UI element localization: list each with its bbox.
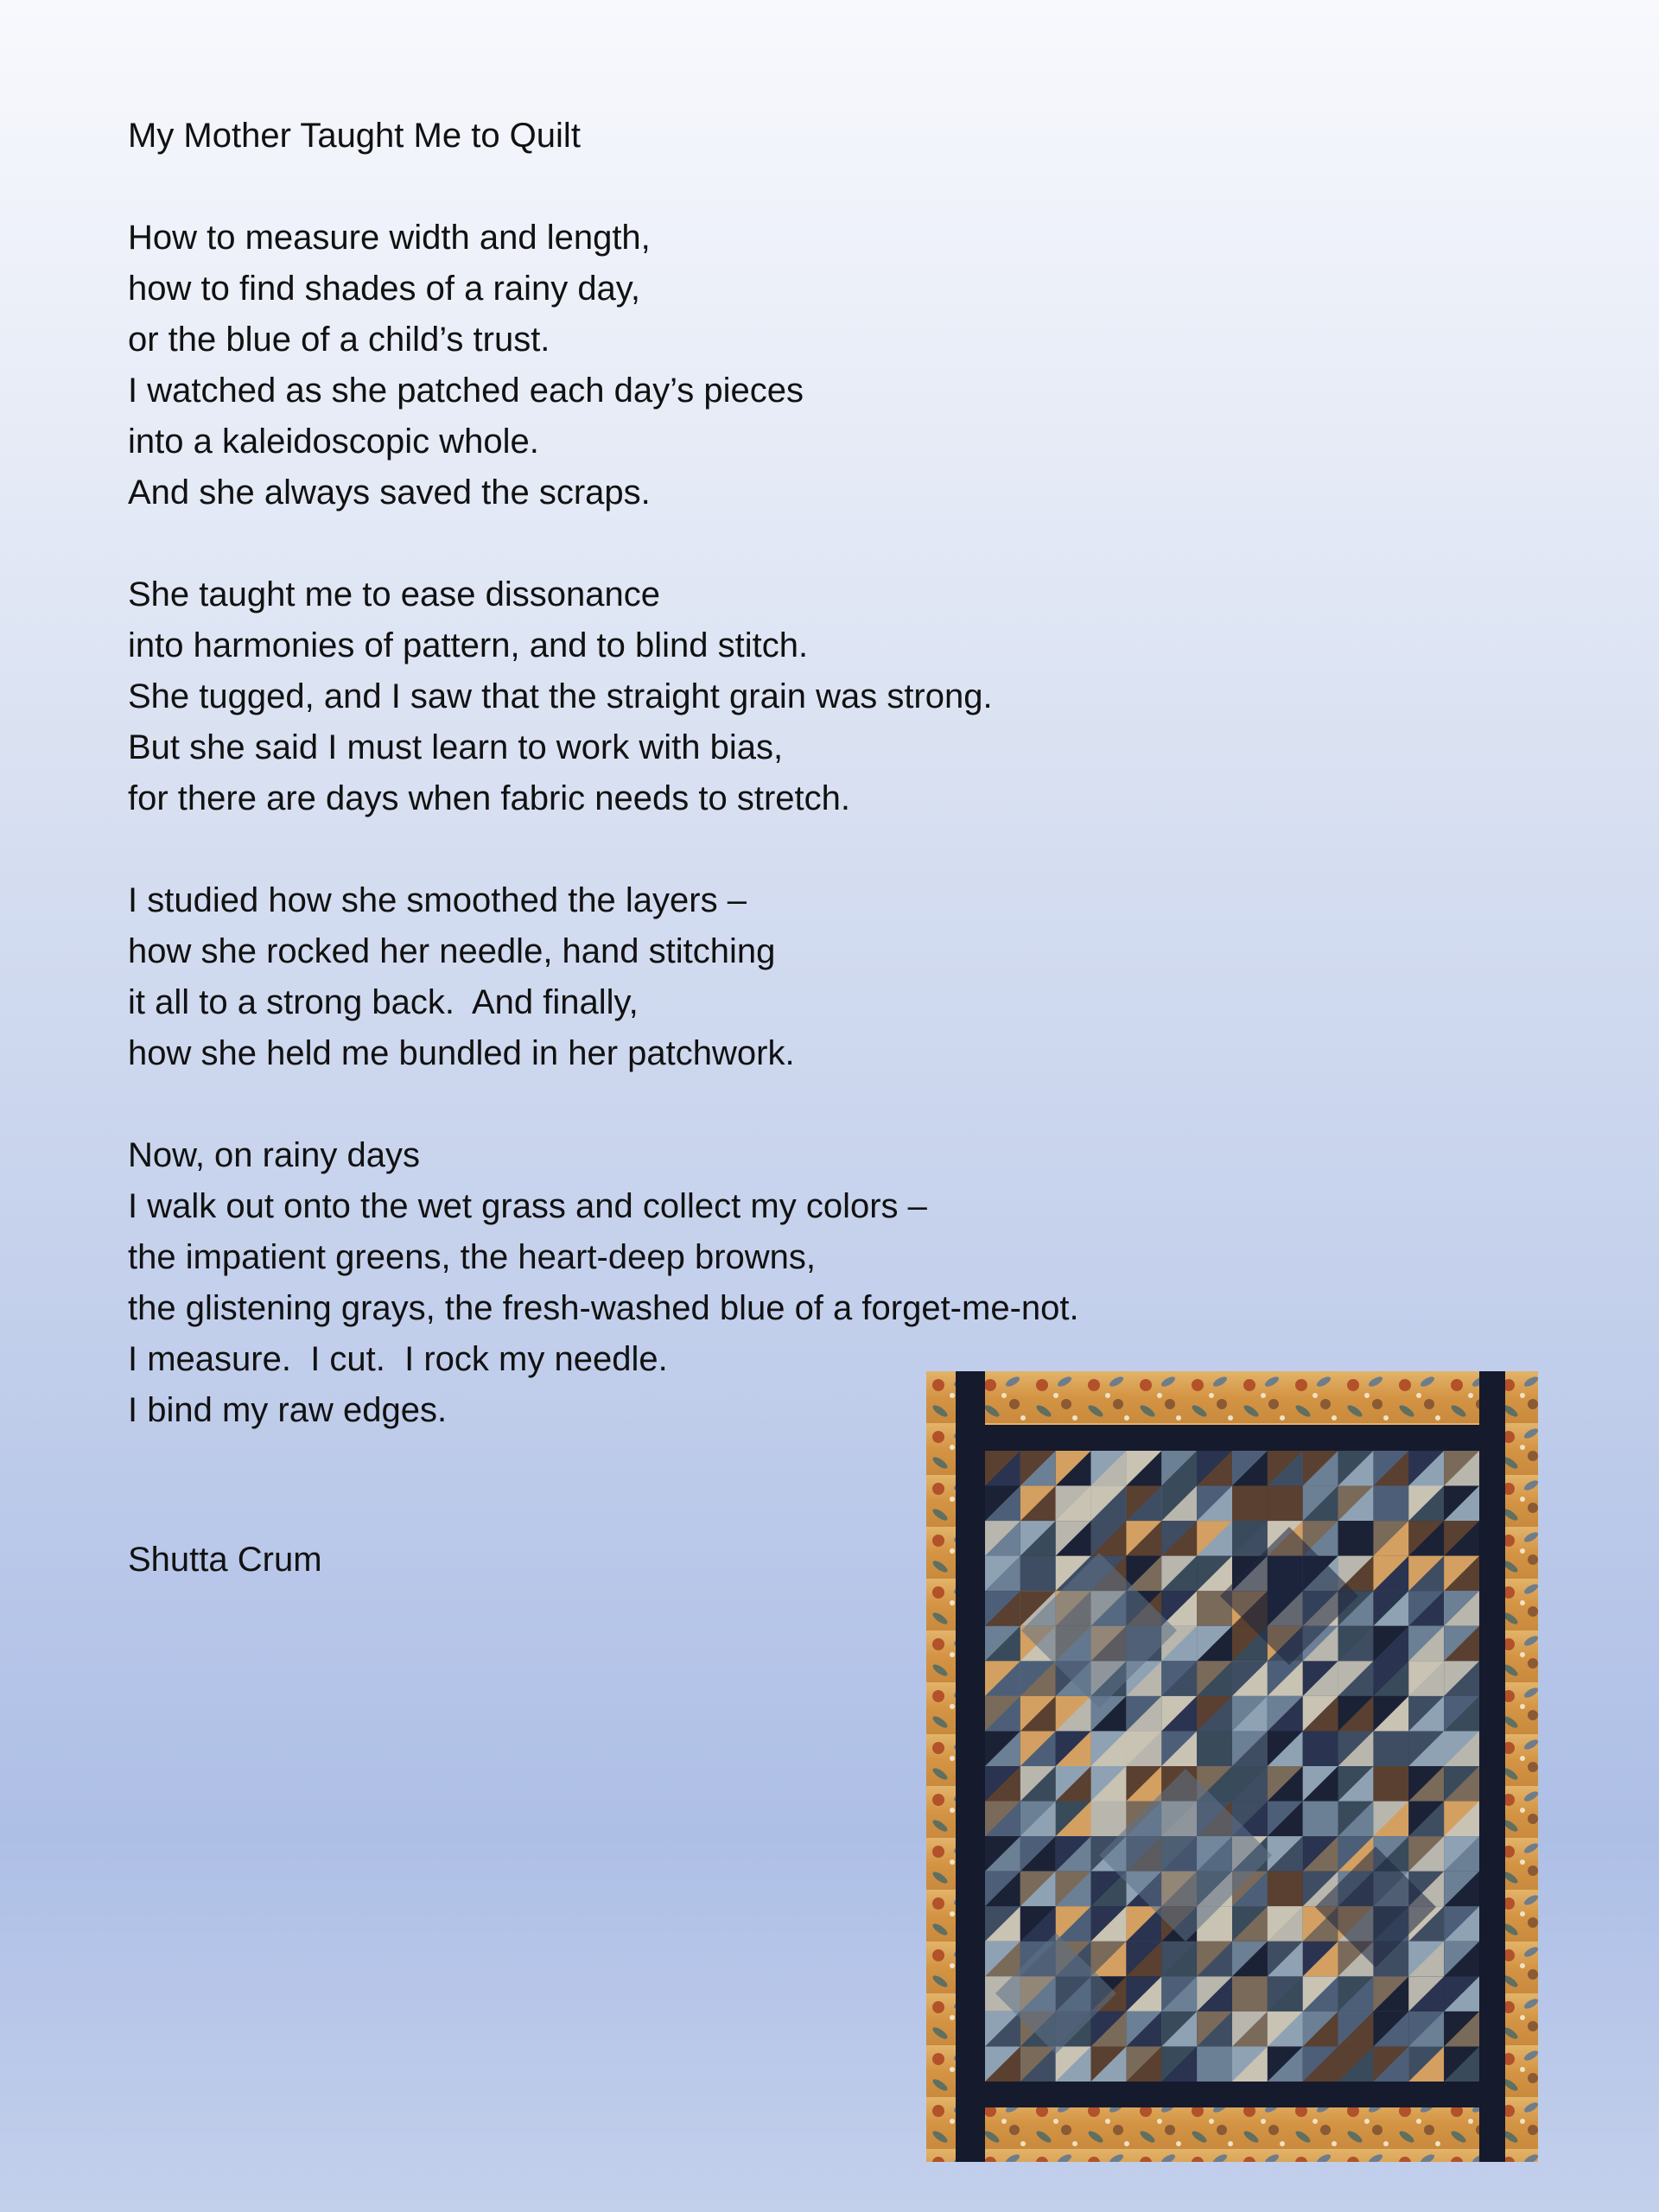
poem-line: or the blue of a child’s trust. xyxy=(128,321,550,359)
poem-line: how she held me bundled in her patchwork. xyxy=(128,1034,795,1072)
stanza-1 xyxy=(128,213,1251,518)
poem xyxy=(128,111,1251,1487)
poem-line: for there are days when fabric needs to stretch. xyxy=(128,779,850,817)
poem-line: Now, on rainy days xyxy=(128,1136,420,1174)
quilt-photo xyxy=(926,1371,1538,2162)
poem-line: I bind my raw edges. xyxy=(128,1391,448,1429)
stanza-3 xyxy=(128,875,1251,1079)
poem-line: it all to a strong back. And finally, xyxy=(128,983,639,1021)
poem-line: the glistening grays, the fresh-washed blue of a forget-me-not. xyxy=(128,1289,1079,1327)
poem-line: I measure. I cut. I rock my needle. xyxy=(128,1340,668,1378)
poem-line: But she said I must learn to work with bias, xyxy=(128,728,784,766)
poem-line: She tugged, and I saw that the straight grain was strong. xyxy=(128,677,993,715)
quilt-image xyxy=(926,1371,1538,2162)
poem-line: I studied how she smoothed the layers – xyxy=(128,881,747,919)
poem-title: My Mother Taught Me to Quilt xyxy=(128,117,581,155)
poem-line: how she rocked her needle, hand stitching xyxy=(128,932,776,970)
poem-line: I watched as she patched each day’s pieces xyxy=(128,372,804,410)
poem-line: into a kaleidoscopic whole. xyxy=(128,423,539,461)
poem-line: how to find shades of a rainy day, xyxy=(128,270,640,308)
poem-line: She taught me to ease dissonance xyxy=(128,575,660,613)
poem-line: How to measure width and length, xyxy=(128,219,651,257)
poem-line: And she always saved the scraps. xyxy=(128,474,651,512)
quilt-patchwork xyxy=(985,1451,1479,2082)
stanza-2 xyxy=(128,569,1251,824)
poem-line: into harmonies of pattern, and to blind stitch. xyxy=(128,626,809,664)
poem-line: I walk out onto the wet grass and collect my colors – xyxy=(128,1187,927,1225)
poem-author: Shutta Crum xyxy=(128,1541,322,1579)
poem-line: the impatient greens, the heart-deep browns, xyxy=(128,1238,817,1276)
